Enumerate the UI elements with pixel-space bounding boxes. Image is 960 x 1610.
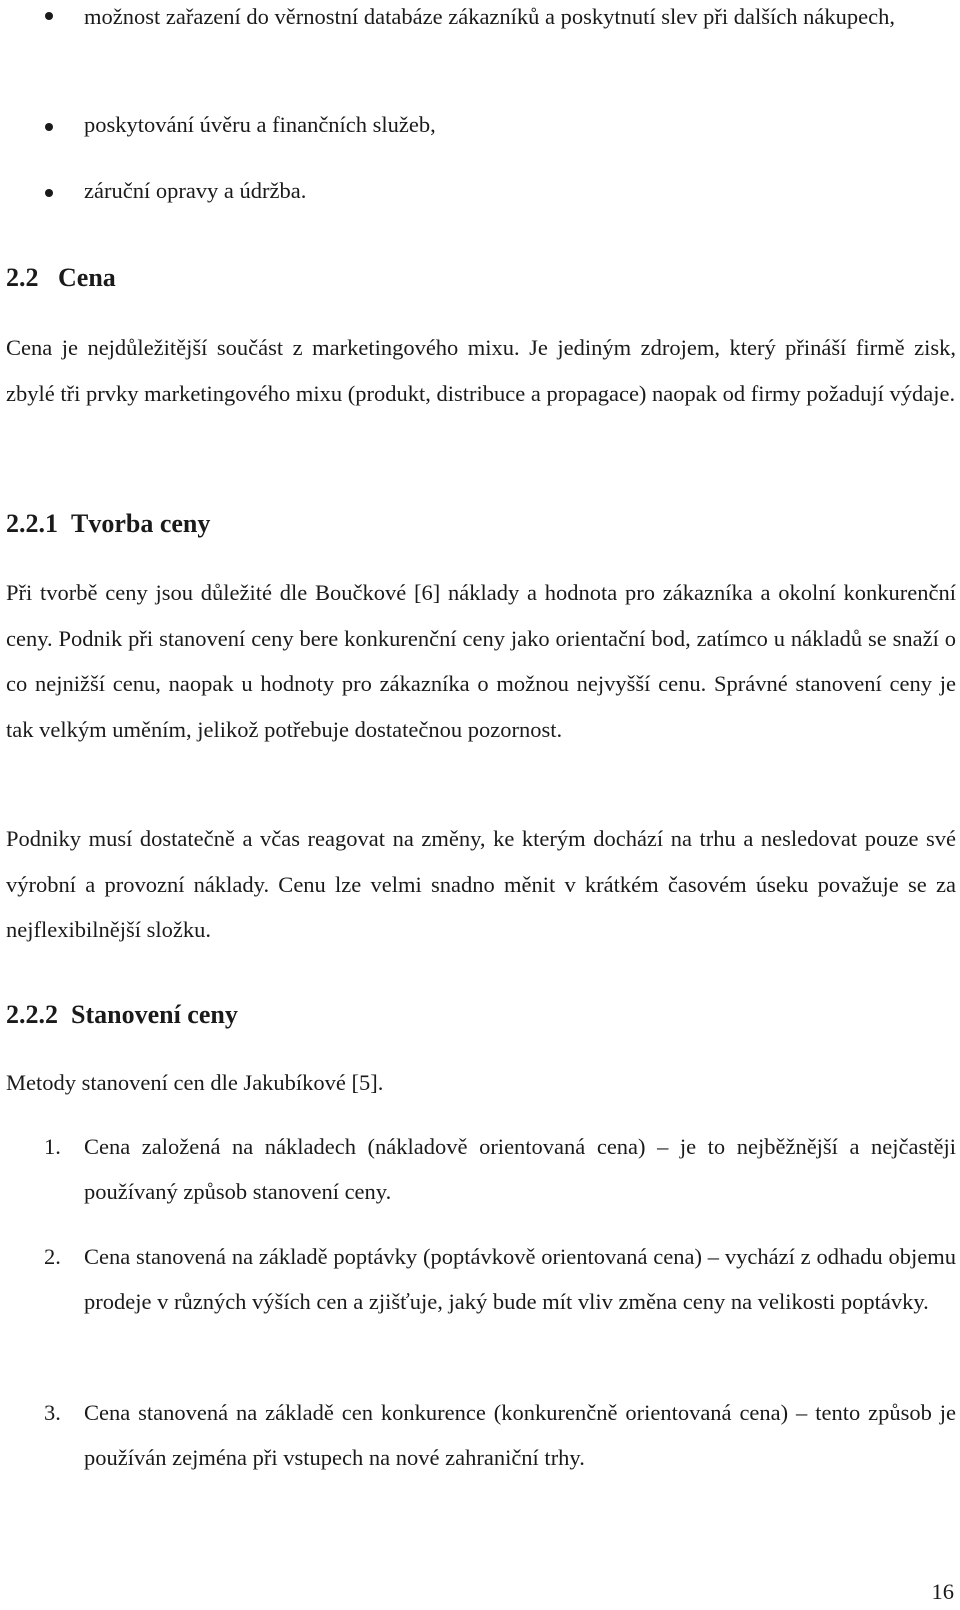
paragraph-metody-intro: Metody stanovení cen dle Jakubíkové [5]. <box>6 1070 384 1095</box>
list-item-text: Cena stanovená na základě cen konkurence (konkurenčně orientovaná cena) – tento způsob je používán zejména při vstupech na nové zahraniční trhy. <box>84 1400 956 1470</box>
section-title: Tvorba ceny <box>71 509 211 538</box>
section-title: Cena <box>58 263 116 292</box>
section-heading-2-2 <box>6 258 116 298</box>
list-item-text: Cena založená na nákladech (nákladově orientovaná cena) – je to nejběžnější a nejčastěji používaný způsob stanovení ceny. <box>84 1134 956 1204</box>
bullet-item: záruční opravy a údržba. <box>84 178 307 203</box>
list-item-text: Cena stanovená na základě poptávky (poptávkově orientovaná cena) – vychází z odhadu objemu prodeje v různých výších cen a zjišťuje, jaký bude mít vliv změna ceny na velikosti poptávky. <box>84 1244 956 1314</box>
list-item-number: 3. <box>44 1400 61 1425</box>
bullet-item: poskytování úvěru a finančních služeb, <box>84 112 436 137</box>
bullet-dot <box>45 123 53 131</box>
list-item-number: 2. <box>44 1244 61 1269</box>
bullet-dot <box>45 12 53 20</box>
page-number: 16 <box>931 1579 954 1604</box>
section-heading-2-2-1 <box>6 504 210 544</box>
paragraph-tvorba-1: Při tvorbě ceny jsou důležité dle Boučkové [6] náklady a hodnota pro zákazníka a okolní konkurenční ceny. Podnik při stanovení ceny bere konkurenční ceny jako orientační bod, zatímco u nákladů se snaží o co nejnižší cenu, naopak u hodnoty pro zákazníka o možnou nejvyšší cenu. Správné stanovení ceny je tak velkým uměním, jelikož potřebuje dostatečnou pozornost. <box>6 580 956 742</box>
section-number: 2.2.1 <box>6 509 58 538</box>
section-title: Stanovení ceny <box>71 1000 238 1029</box>
section-number: 2.2 <box>6 263 39 292</box>
paragraph-cena: Cena je nejdůležitější součást z marketingového mixu. Je jediným zdrojem, který přináší firmě zisk, zbylé tři prvky marketingového mixu (produkt, distribuce a propagace) naopak od firmy požadují výdaje. <box>6 335 956 406</box>
bullet-item: možnost zařazení do věrnostní databáze zákazníků a poskytnutí slev při dalších nákupech, <box>84 4 895 29</box>
bullet-dot <box>45 189 53 197</box>
list-item-number: 1. <box>44 1134 61 1159</box>
section-heading-2-2-2 <box>6 995 238 1035</box>
paragraph-tvorba-2: Podniky musí dostatečně a včas reagovat na změny, ke kterým dochází na trhu a nesledovat pouze své výrobní a provozní náklady. Cenu lze velmi snadno měnit v krátkém časovém úseku považuje se za nejflexibilnější složku. <box>6 826 956 942</box>
section-number: 2.2.2 <box>6 1000 58 1029</box>
